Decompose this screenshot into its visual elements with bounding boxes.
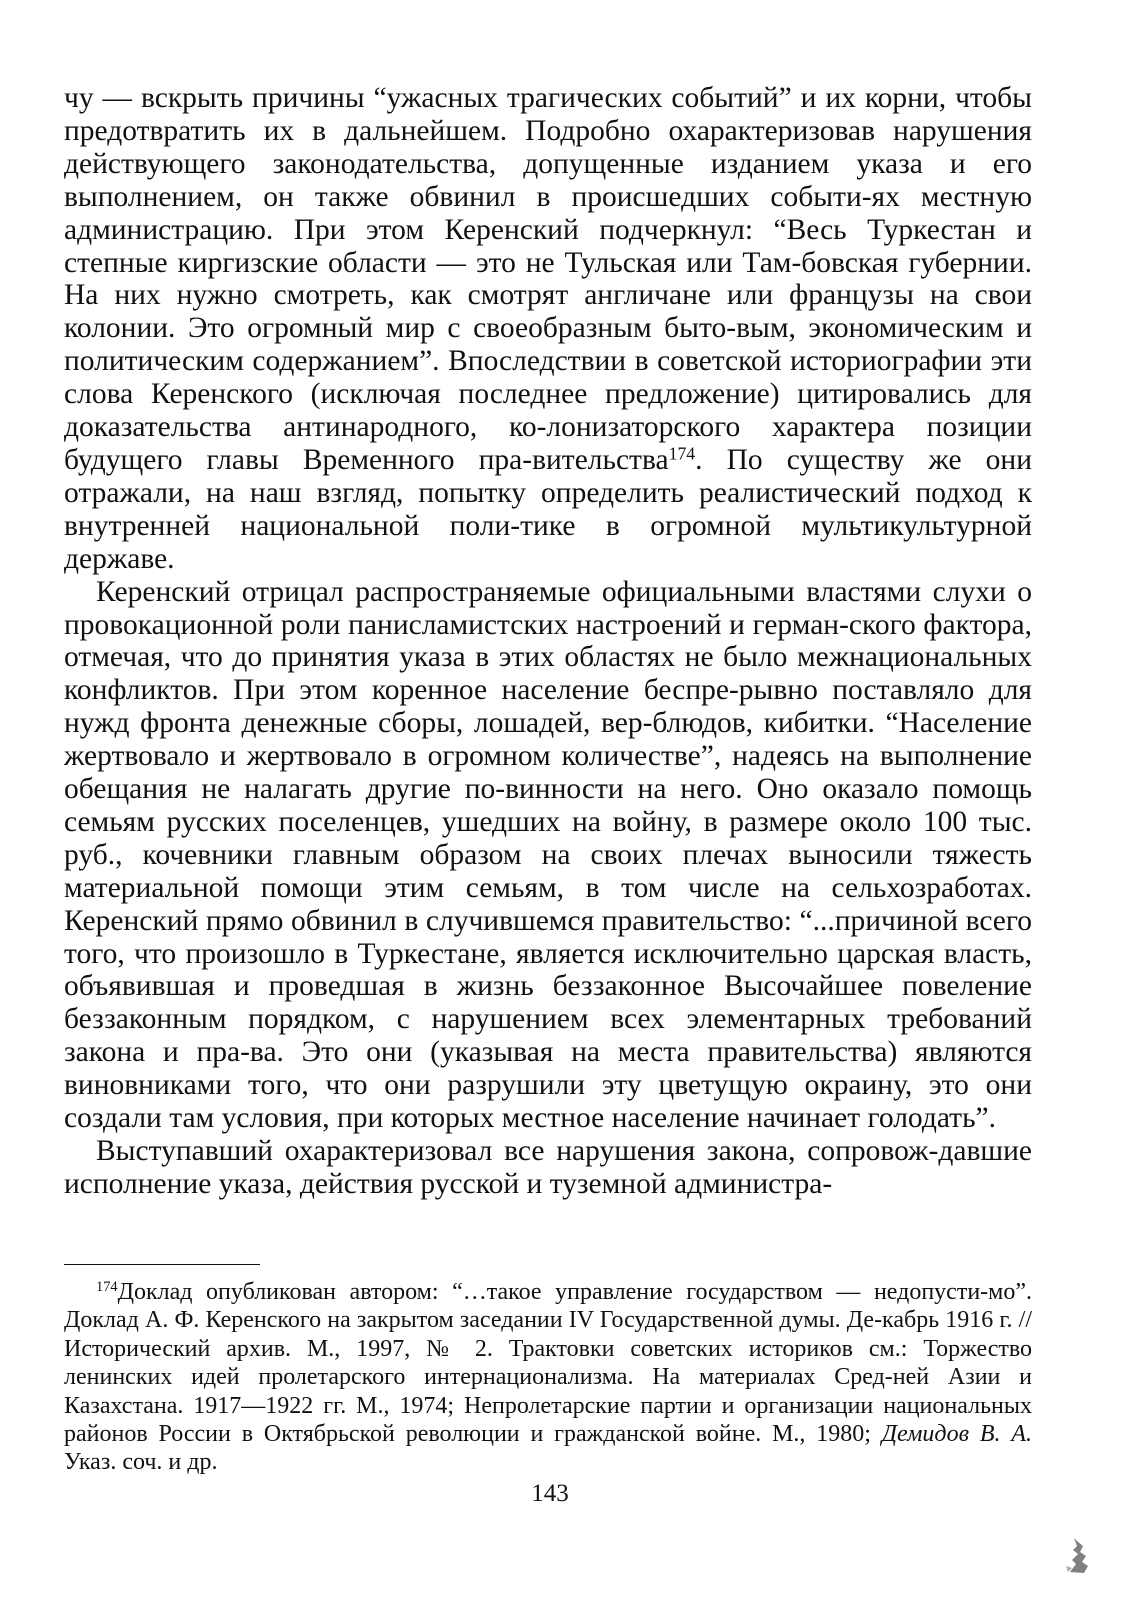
page-number: 143 xyxy=(531,1480,569,1507)
body-text xyxy=(64,82,1032,1201)
footnote-author: Демидов В. А. xyxy=(881,1421,1032,1448)
scan-smudge-mark xyxy=(1062,1536,1092,1574)
paragraph-1-tail: . По существу же они отражали, на наш взгляд, попытку определить реалистический подход к внутренней национальной поли-тике в огромной мультикультурной державе. xyxy=(64,443,1033,575)
footnote xyxy=(64,1278,1032,1477)
paragraph-1 xyxy=(64,82,1032,576)
footnote-separator xyxy=(64,1264,260,1265)
paragraph-3: Выступавший охарактеризовал все нарушения закона, сопровож-давшие исполнение указа, действия русской и туземной администра- xyxy=(64,1135,1032,1200)
footnote-tail: Указ. соч. и др. xyxy=(64,1449,218,1476)
footnote-reference: 174 xyxy=(668,443,696,464)
paragraph-1-text: чу — вскрыть причины “ужасных трагических событий” и их корни, чтобы предотвратить их в дальнейшем. Подробно охарактеризовав нарушения действующего законодательства, допущенные изданием указа и его выполнением, он также обвинил в происшедших событи-ях местную администрацию. При этом Керенский подчеркнул: “Весь Туркестан и степные киргизские области — это не Тульская или Там-бовская губернии. На них нужно смотреть, как смотрят англичане или французы на свои колонии. Это огромный мир с своеобразным быто-вым, экономическим и политическим содержанием”. Впоследствии в советской историографии эти слова Керенского (исключая последнее предложение) цитировались для доказательства антинародного, ко-лонизаторского характера позиции будущего главы Временного пра-вительства xyxy=(64,82,1032,476)
footnote-number: 174 xyxy=(96,1279,118,1296)
paragraph-2: Керенский отрицал распространяемые официальными властями слухи о провокационной роли панисламистских настроений и герман-ского фактора, отмечая, что до принятия указа в этих областях не было межнациональных конфликтов. При этом коренное население беспре-рывно поставляло для нужд фронта денежные сборы, лошадей, вер-блюдов, кибитки. “Население жертвовало и жертвовало в огромном количестве”, надеясь на выполнение обещания не налагать другие по-винности на него. Оно оказало помощь семьям русских поселенцев, ушедших на войну, в размере около 100 тыс. руб., кочевники главным образом на своих плечах выносили тяжесть материальной помощи этим семьям, в том числе на сельхозработах. Керенский прямо обвинил в случившемся правительство: “...причиной всего того, что произошло в Туркестане, является исключительно царская власть, объявившая и проведшая в жизнь беззаконное Высочайшее повеление беззаконным порядком, с нарушением всех элементарных требований закона и пра-ва. Это они (указывая на места правительства) являются виновниками того, что они разрушили эту цветущую окраину, это они создали там условия, при которых местное население начинает голодать”. xyxy=(64,575,1032,1135)
footnote-text: Доклад опубликован автором: “…такое управление государством — недопусти-мо”. Доклад А. Ф. Керенского на закрытом заседании IV Государственной думы. Де-кабрь 1916 г. // Исторический архив. М., 1997, № 2. Трактовки советских историков см.: Торжество ленинских идей пролетарского интернационализма. На материалах Сред-ней Азии и Казахстана. 1917—1922 гг. М., 1974; Непролетарские партии и организации национальных районов России в Октябрьской революции и гражданской войне. М., 1980; xyxy=(64,1279,1032,1448)
